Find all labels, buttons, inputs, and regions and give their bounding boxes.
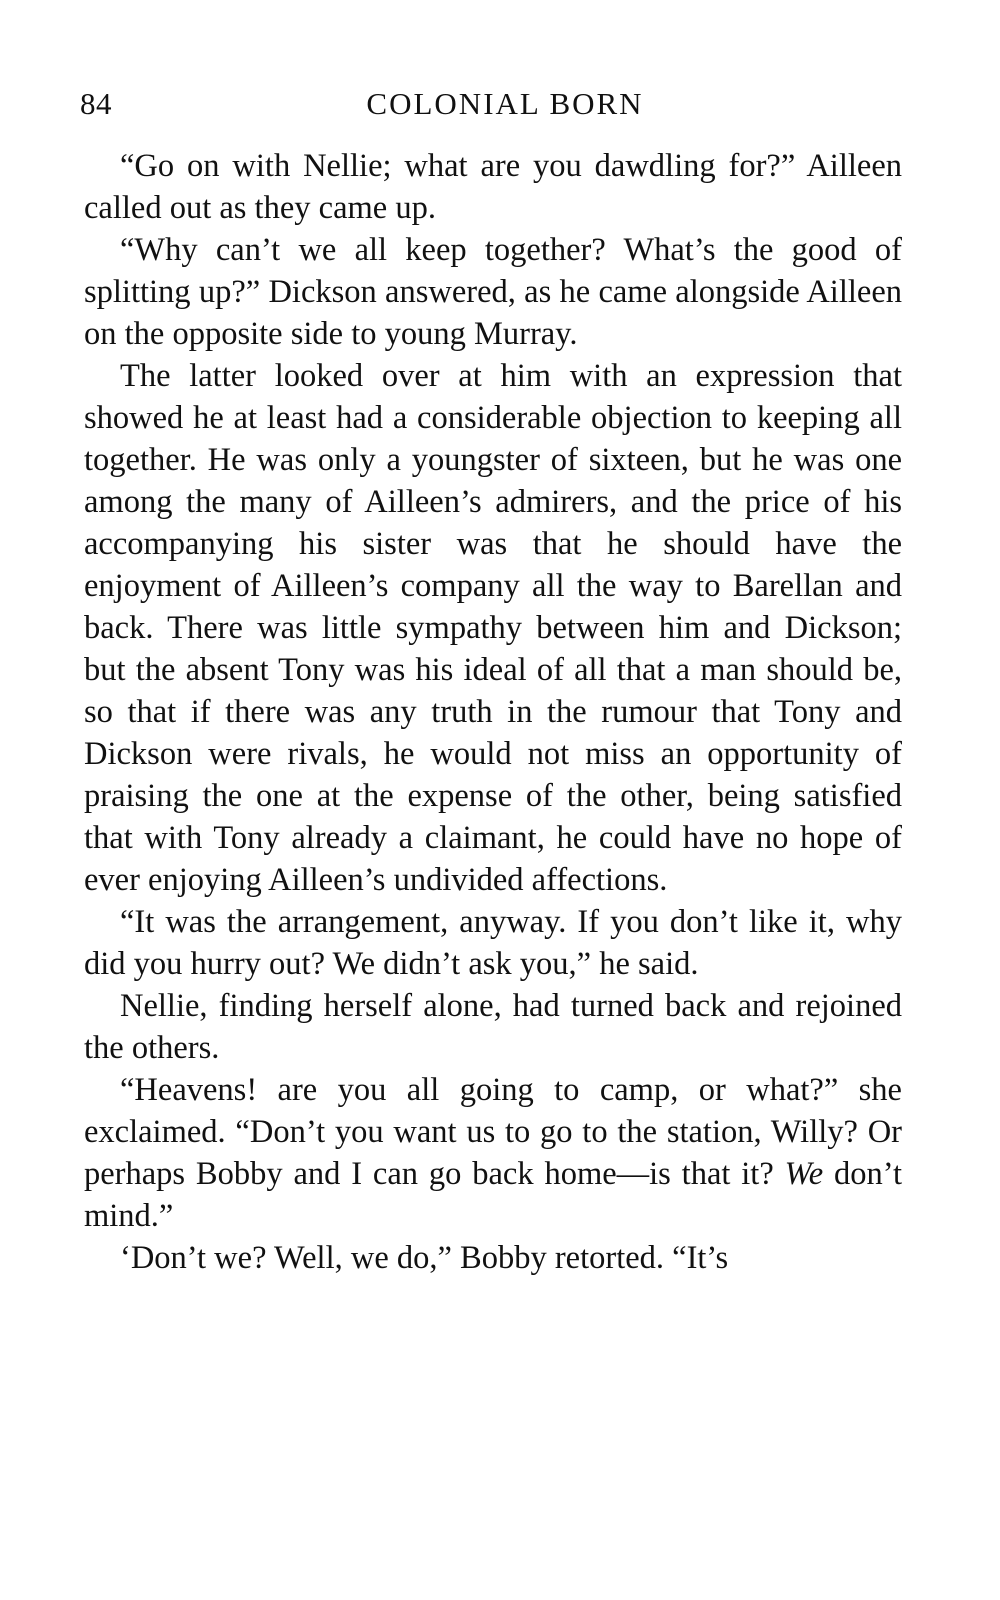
paragraph-1: “Go on with Nellie; what are you dawdling for?” Ailleen called out as they came up.: [84, 148, 902, 226]
page-number: 84: [80, 86, 112, 121]
running-title: COLONIAL BORN: [366, 86, 644, 121]
body-text: [84, 145, 902, 1279]
paragraph-6-text-before: “Heavens! are you all going to camp, or what?” she exclaimed. “Don’t you want us to go to the station, Willy? Or perhaps Bobby and I can go back home—is that it?: [84, 1072, 902, 1192]
paragraph-3: The latter looked over at him with an expression that showed he at least had a considerable objection to keeping all together. He was only a youngster of sixteen, but he was one among the many of Ailleen’s admirers, and the price of his accompanying his sister was that he should have the enjoyment of Ailleen’s company all the way to Barellan and back. There was little sympathy between him and Dickson; but the absent Tony was his ideal of all that a man should be, so that if there was any truth in the rumour that Tony and Dickson were rivals, he would not miss an opportunity of praising the one at the expense of the other, being satisfied that with Tony already a claimant, he could have no hope of ever enjoying Ailleen’s undivided affections.: [84, 358, 902, 898]
paragraph-6-emphasis: We: [784, 1156, 824, 1192]
paragraph-4: “It was the arrangement, anyway. If you don’t like it, why did you hurry out? We didn’t ask you,” he said.: [84, 904, 902, 982]
paragraph-2: “Why can’t we all keep together? What’s the good of splitting up?” Dickson answered, as he came alongside Ailleen on the opposite side to young Murray.: [84, 232, 902, 352]
paragraph-7: ‘Don’t we? Well, we do,” Bobby retorted. “It’s: [120, 1240, 729, 1276]
page-header: [80, 86, 910, 126]
paragraph-6-text-after: don’t mind.”: [84, 1156, 903, 1234]
paragraph-5: Nellie, finding herself alone, had turned back and rejoined the others.: [84, 988, 902, 1066]
paragraph-6: [84, 1069, 902, 1237]
